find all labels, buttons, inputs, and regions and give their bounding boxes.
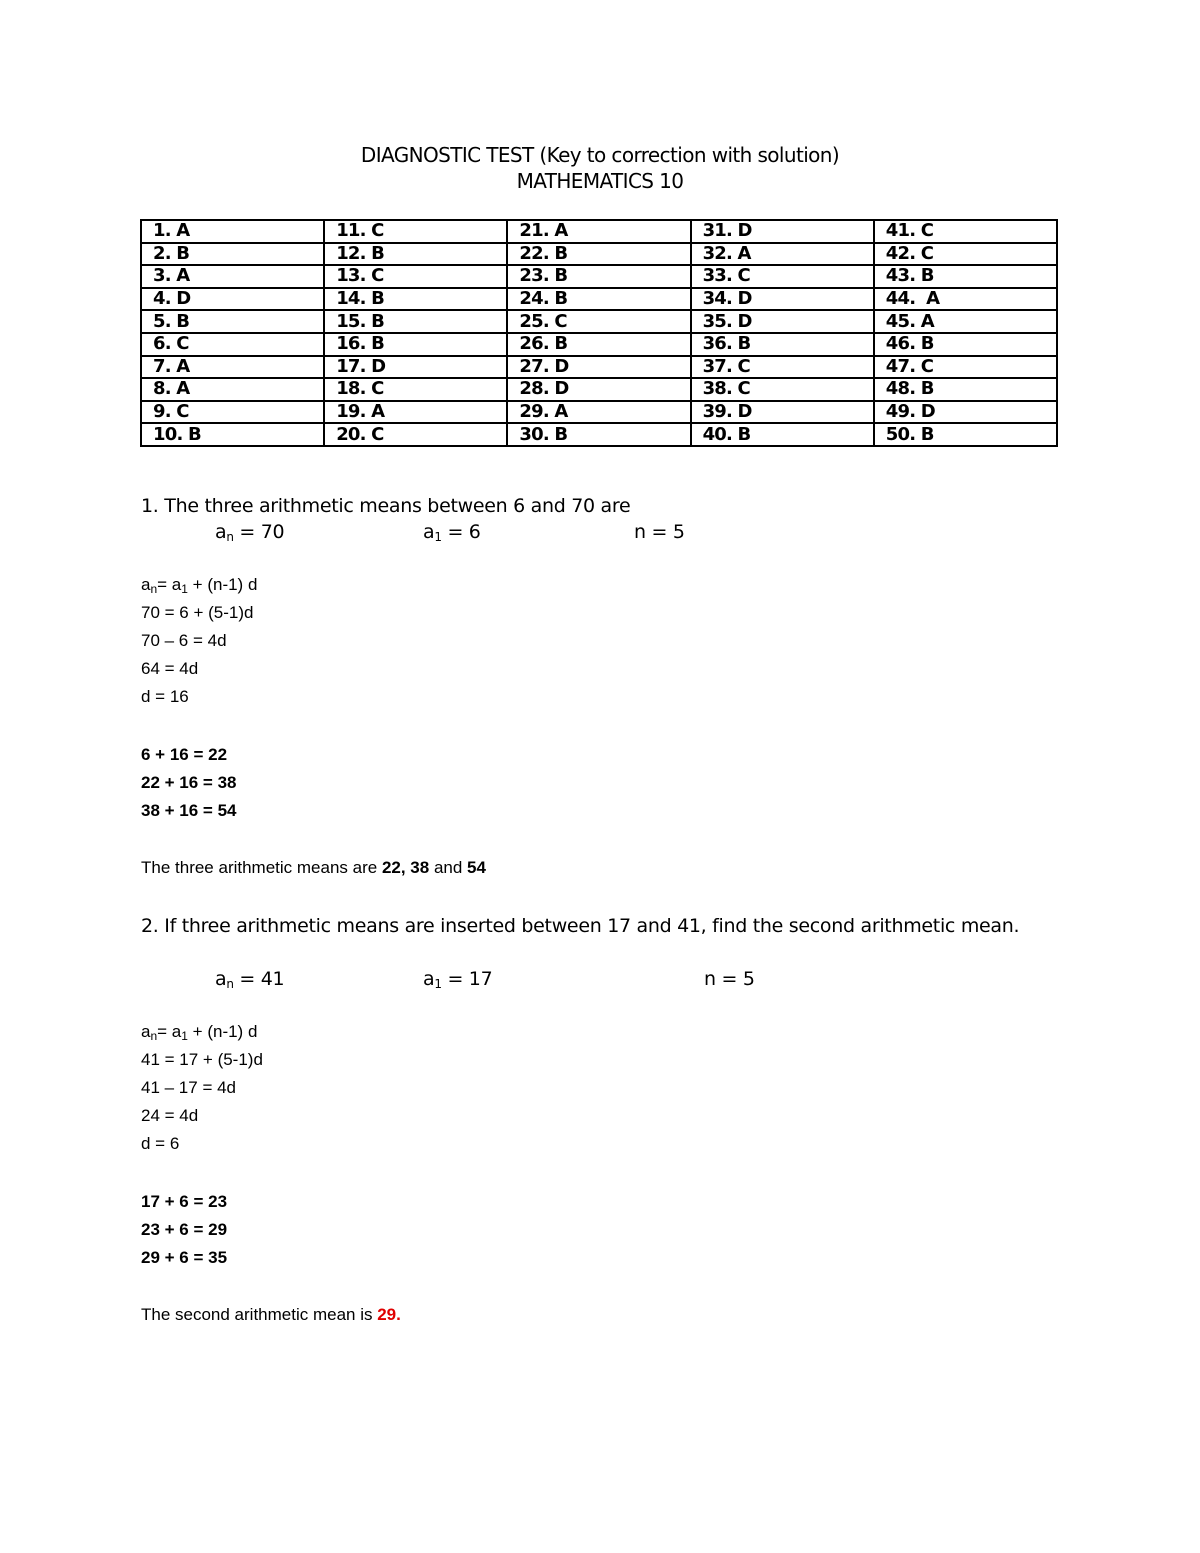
problem1-given-n: n = 5 bbox=[634, 521, 685, 543]
answer-key-cell: 32. A bbox=[691, 243, 874, 266]
problem1-step: 70 = 6 + (5-1)d bbox=[141, 603, 254, 622]
problem1-conclusion: The three arithmetic means are 22, 38 and 54 bbox=[141, 858, 486, 877]
answer-key-cell: 31. D bbox=[691, 220, 874, 243]
problem2-given-n: n = 5 bbox=[704, 968, 755, 990]
problem1-sum: 22 + 16 = 38 bbox=[141, 773, 237, 792]
answer-key-cell: 9. C bbox=[141, 401, 324, 424]
answer-key-cell: 24. B bbox=[507, 288, 690, 311]
problem2-step: d = 6 bbox=[141, 1134, 180, 1153]
problem2-question: 2. If three arithmetic means are inserted between 17 and 41, find the second arithmetic mean. bbox=[141, 915, 1020, 937]
answer-key-cell: 4. D bbox=[141, 288, 324, 311]
answer-key-cell: 22. B bbox=[507, 243, 690, 266]
answer-key-cell: 20. C bbox=[324, 423, 507, 446]
answer-key-cell: 41. C bbox=[874, 220, 1057, 243]
problem1-step: 64 = 4d bbox=[141, 659, 199, 678]
problem2-conclusion: The second arithmetic mean is 29. bbox=[141, 1305, 401, 1324]
answer-key-cell: 34. D bbox=[691, 288, 874, 311]
answer-key-row bbox=[141, 310, 1057, 333]
answer-key-row bbox=[141, 288, 1057, 311]
answer-key-cell: 14. B bbox=[324, 288, 507, 311]
problem1-given-a1: $a_1 = 6$ bbox=[423, 521, 481, 544]
answer-key-cell: 47. C bbox=[874, 356, 1057, 379]
answer-key-cell: 25. C bbox=[507, 310, 690, 333]
document-subtitle: MATHEMATICS 10 bbox=[516, 169, 684, 193]
answer-key-cell: 15. B bbox=[324, 310, 507, 333]
answer-key-cell: 18. C bbox=[324, 378, 507, 401]
answer-key-cell: 29. A bbox=[507, 401, 690, 424]
problem2-sum: 17 + 6 = 23 bbox=[141, 1192, 228, 1211]
answer-key-cell: 23. B bbox=[507, 265, 690, 288]
answer-key-cell: 26. B bbox=[507, 333, 690, 356]
answer-key-cell: 48. B bbox=[874, 378, 1057, 401]
problem2-answer: 29. bbox=[377, 1305, 401, 1324]
answer-key-cell: 30. B bbox=[507, 423, 690, 446]
answer-key-cell: 37. C bbox=[691, 356, 874, 379]
answer-key-cell: 40. B bbox=[691, 423, 874, 446]
problem1-step: 70 – 6 = 4d bbox=[141, 631, 227, 650]
problem2-sum: 29 + 6 = 35 bbox=[141, 1248, 228, 1267]
problem1-sum: 6 + 16 = 22 bbox=[141, 745, 228, 764]
problem1-formula: $a_n= a_1 + (n-1)$ d bbox=[141, 575, 258, 596]
answer-key-cell: 2. B bbox=[141, 243, 324, 266]
answer-key-row bbox=[141, 333, 1057, 356]
answer-key-row bbox=[141, 265, 1057, 288]
answer-key-cell: 46. B bbox=[874, 333, 1057, 356]
answer-key-cell: 27. D bbox=[507, 356, 690, 379]
document-title: DIAGNOSTIC TEST (Key to correction with solution) bbox=[360, 143, 840, 167]
answer-key-row bbox=[141, 243, 1057, 266]
answer-key-cell: 11. C bbox=[324, 220, 507, 243]
answer-key-cell: 13. C bbox=[324, 265, 507, 288]
answer-key-cell: 21. A bbox=[507, 220, 690, 243]
answer-key-cell: 36. B bbox=[691, 333, 874, 356]
problem2-sum: 23 + 6 = 29 bbox=[141, 1220, 228, 1239]
answer-key-cell: 44. A bbox=[874, 288, 1057, 311]
answer-key-cell: 17. D bbox=[324, 356, 507, 379]
answer-key-row bbox=[141, 401, 1057, 424]
answer-key-row bbox=[141, 378, 1057, 401]
answer-key-cell: 49. D bbox=[874, 401, 1057, 424]
problem1-given-an: $a_n = 70$ bbox=[215, 521, 285, 544]
answer-key-table bbox=[140, 219, 1058, 447]
answer-key-cell: 6. C bbox=[141, 333, 324, 356]
problem2-step: 24 = 4d bbox=[141, 1106, 199, 1125]
answer-key-row bbox=[141, 423, 1057, 446]
answer-key-cell: 38. C bbox=[691, 378, 874, 401]
answer-key-cell: 16. B bbox=[324, 333, 507, 356]
answer-key-cell: 42. C bbox=[874, 243, 1057, 266]
problem2-given-a1: $a_1 = 17$ bbox=[423, 968, 493, 991]
answer-key-cell: 19. A bbox=[324, 401, 507, 424]
answer-key-cell: 33. C bbox=[691, 265, 874, 288]
answer-key-cell: 1. A bbox=[141, 220, 324, 243]
answer-key-cell: 10. B bbox=[141, 423, 324, 446]
answer-key-cell: 45. A bbox=[874, 310, 1057, 333]
answer-key-cell: 39. D bbox=[691, 401, 874, 424]
answer-key-cell: 8. A bbox=[141, 378, 324, 401]
answer-key-cell: 28. D bbox=[507, 378, 690, 401]
problem1-sum: 38 + 16 = 54 bbox=[141, 801, 237, 820]
problem2-step: 41 – 17 = 4d bbox=[141, 1078, 237, 1097]
problem2-formula: $a_n= a_1 + (n-1)$ d bbox=[141, 1022, 258, 1043]
problem2-given-an: $a_n = 41$ bbox=[215, 968, 285, 991]
answer-key-cell: 5. B bbox=[141, 310, 324, 333]
answer-key-row bbox=[141, 220, 1057, 243]
answer-key-cell: 35. D bbox=[691, 310, 874, 333]
answer-key-cell: 50. B bbox=[874, 423, 1057, 446]
answer-key-row bbox=[141, 356, 1057, 379]
answer-key-cell: 7. A bbox=[141, 356, 324, 379]
problem1-question: 1. The three arithmetic means between 6 and 70 are bbox=[141, 495, 631, 517]
answer-key-cell: 3. A bbox=[141, 265, 324, 288]
answer-key-cell: 12. B bbox=[324, 243, 507, 266]
answer-key-cell: 43. B bbox=[874, 265, 1057, 288]
problem2-step: 41 = 17 + (5-1)d bbox=[141, 1050, 263, 1069]
problem1-step: d = 16 bbox=[141, 687, 189, 706]
